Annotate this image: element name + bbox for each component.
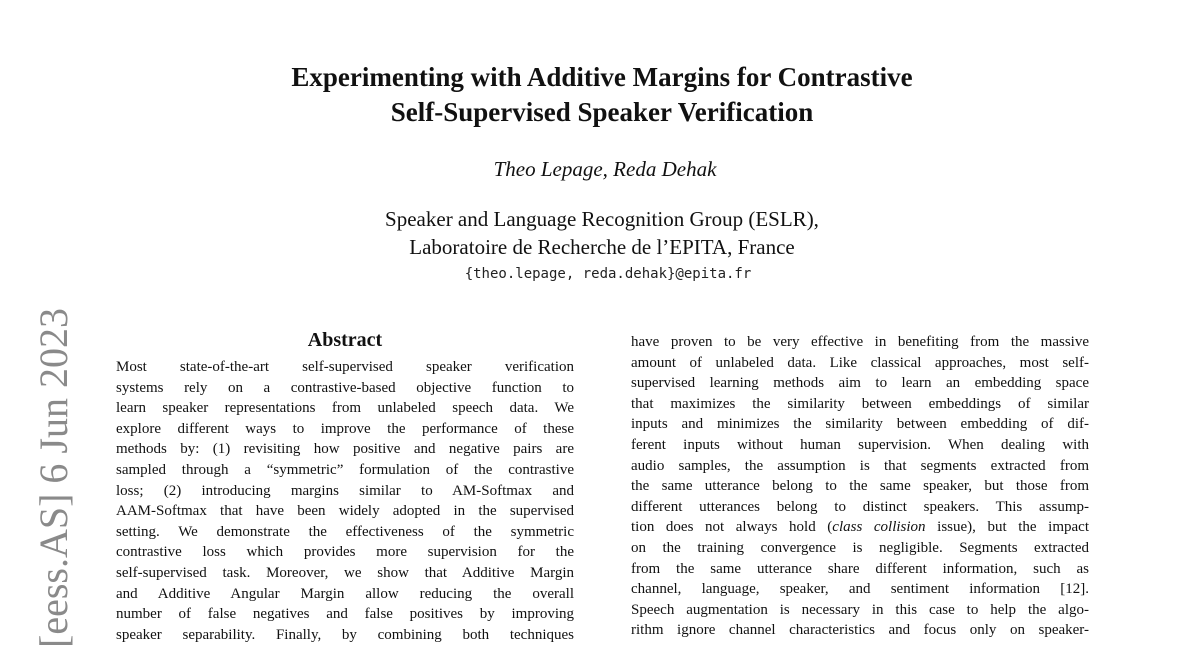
text-line: learn speaker representations from unlabeled speech data. We (116, 400, 574, 417)
text-line: Speech augmentation is necessary in this case to help the algo- (631, 601, 1089, 618)
text-line: have proven to be very effective in benefiting from the massive (631, 334, 1089, 350)
abstract-heading: Abstract (307, 329, 383, 351)
arxiv-side-stamp: [eess.AS] 6 Jun 2023 (31, 308, 76, 648)
text-line: on the training convergence is negligible. Segments extracted (631, 539, 1089, 556)
text-line: supervised learning methods aim to learn an embedding space (631, 375, 1089, 392)
text-line: speaker separability. Finally, by combining both techniques (116, 626, 574, 643)
title-line-2: Self-Supervised Speaker Verification (390, 97, 814, 127)
text-segment: issue), but the impact (925, 519, 1089, 536)
text-line: sampled through a “symmetric” formulation of the contrastive (116, 461, 574, 478)
text-line: that maximizes the similarity between embeddings of similar (631, 395, 1089, 412)
text-line: contrastive loss which provides more supervision for the (116, 544, 574, 561)
text-line: and Additive Angular Margin allow reducing the overall (116, 585, 574, 602)
title-line-1: Experimenting with Additive Margins for Contrastive (291, 62, 913, 92)
text-line: loss; (2) introducing margins similar to AM-Softmax and (116, 482, 574, 499)
text-line: audio samples, the assumption is that segments extracted from (631, 457, 1089, 474)
introduction-body (631, 332, 1089, 641)
text-line: AAM-Softmax that have been widely adopted in the supervised (116, 503, 574, 520)
text-line: rithm ignore channel characteristics and focus only on speaker- (631, 622, 1089, 639)
text-line-with-emphasis (631, 517, 1089, 538)
text-line: channel, language, speaker, and sentiment information [12]. (631, 581, 1089, 598)
email: {theo.lepage, reda.dehak}@epita.fr (464, 266, 752, 282)
text-line: methods by: (1) revisiting how positive and negative pairs are (116, 441, 574, 458)
text-line: self-supervised task. Moreover, we show that Additive Margin (116, 564, 574, 581)
paper-title (0, 60, 1200, 130)
text-line: amount of unlabeled data. Like classical approaches, most self- (631, 354, 1089, 371)
text-line: setting. We demonstrate the effectiveness of the symmetric (116, 523, 574, 540)
abstract-body (116, 357, 574, 645)
text-line: from the same utterance share different information, such as (631, 560, 1089, 577)
emphasis-text: class collision (832, 519, 926, 536)
text-line: different utterances belong to distinct speakers. This assump- (631, 498, 1089, 515)
text-line: number of false negatives and false positives by improving (116, 606, 574, 623)
text-line: inputs and minimizes the similarity between embedding of dif- (631, 416, 1089, 433)
text-line: explore different ways to improve the performance of these (116, 420, 574, 437)
text-segment: tion does not always hold ( (631, 519, 833, 536)
affiliation-line-2: Laboratoire de Recherche de l’EPITA, France (409, 235, 795, 259)
text-line: systems rely on a contrastive-based objective function to (116, 379, 574, 396)
authors: Theo Lepage, Reda Dehak (493, 157, 717, 181)
text-line: Most state-of-the-art self-supervised speaker verification (116, 359, 574, 375)
text-line: the same utterance belong to the same speaker, but those from (631, 478, 1089, 495)
affiliation-line-1: Speaker and Language Recognition Group (ESLR), (385, 207, 819, 231)
affiliation (0, 205, 1200, 261)
text-line: ferent inputs without human supervision. When dealing with (631, 436, 1089, 453)
